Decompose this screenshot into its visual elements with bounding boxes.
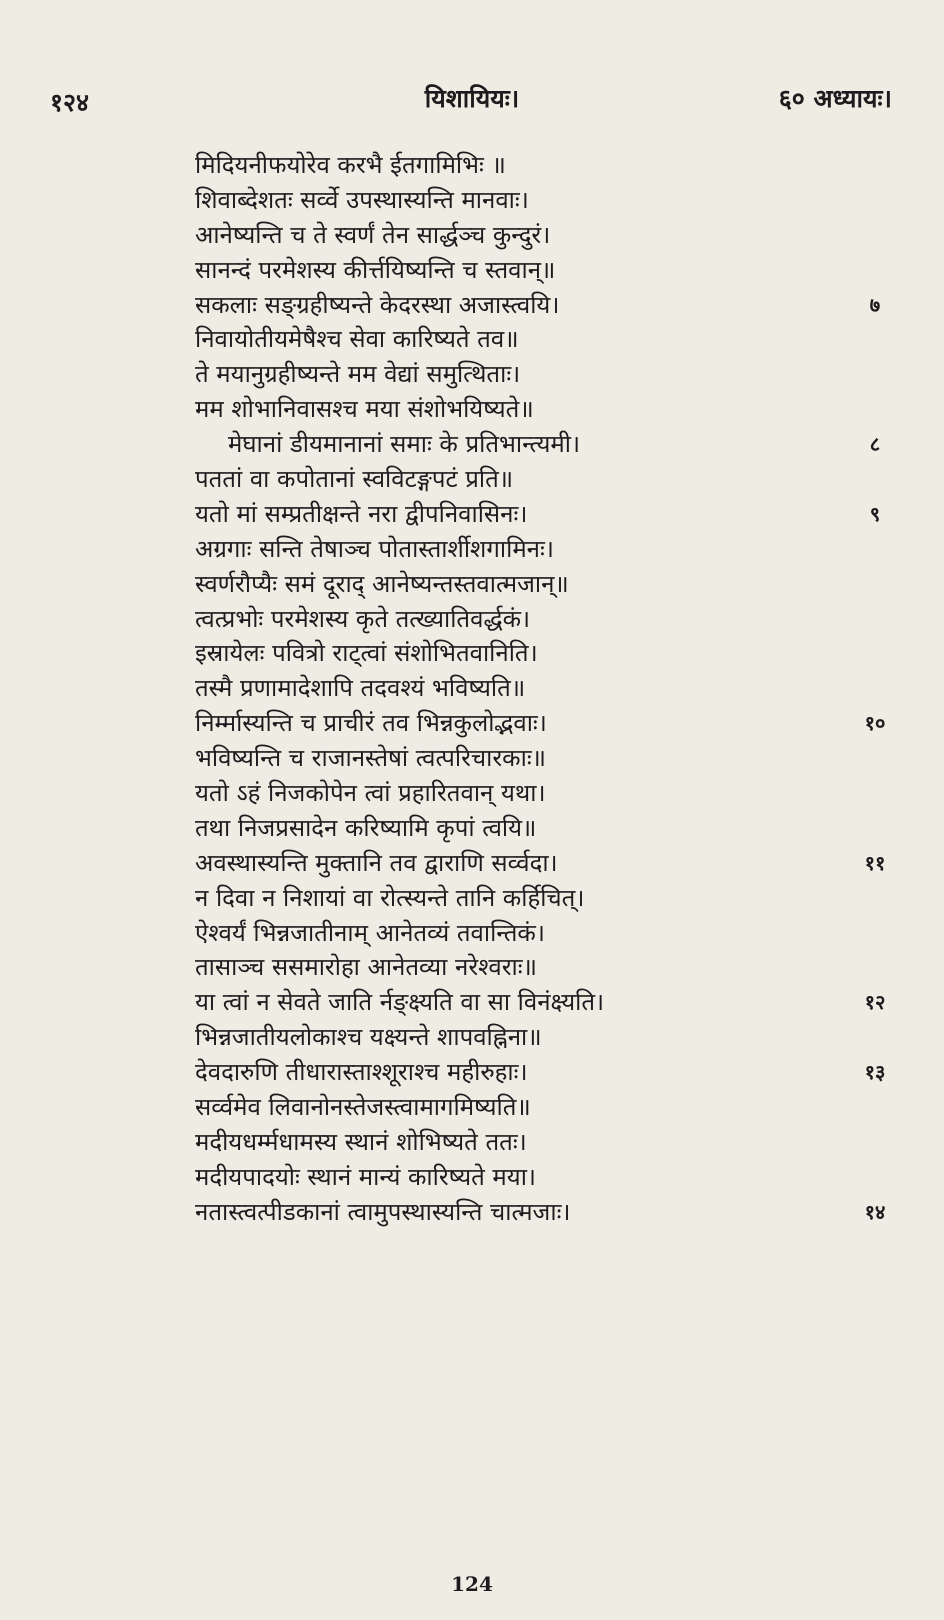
verse-line	[0, 671, 944, 706]
chapter-label: ६० अध्यायः।	[778, 84, 892, 113]
verse-number: ८	[869, 432, 881, 457]
verse-line	[0, 253, 944, 288]
verse-text: ऐश्वर्यं भिन्नजातीनाम् आनेतव्यं तवान्तिकं।	[195, 918, 545, 947]
verse-line	[0, 322, 944, 357]
verse-line	[0, 357, 944, 392]
page-header	[0, 84, 944, 124]
page-number-footer: 124	[451, 1572, 493, 1596]
verse-text: आनेष्यन्ति च ते स्वर्णं तेन सार्द्धञ्च कुन्दुरं।	[195, 220, 551, 249]
verse-line	[0, 218, 944, 253]
verse-line	[0, 741, 944, 776]
verse-line	[0, 881, 944, 916]
verse-line	[0, 846, 944, 881]
verse-text: शिवाब्देशतः सर्व्वे उपस्थास्यन्ति मानवाः।	[195, 185, 529, 214]
verse-text: ते मयानुग्रहीष्यन्ते मम वेद्यां समुत्थिताः।	[195, 360, 521, 389]
verse-body	[0, 148, 944, 1230]
verse-line	[0, 985, 944, 1020]
verse-line	[0, 636, 944, 671]
verse-line	[0, 706, 944, 741]
verse-line	[0, 1020, 944, 1055]
verse-line	[0, 497, 944, 532]
verse-text: मेघानां डीयमानानां समाः के प्रतिभान्त्यमी।	[228, 430, 581, 459]
verse-line	[0, 1125, 944, 1160]
verse-number: ९	[869, 501, 881, 526]
verse-text: न दिवा न निशायां वा रोत्स्यन्ते तानि कर्हिचित्।	[195, 883, 585, 912]
verse-text: मदीयपादयोः स्थानं मान्यं कारिष्यते मया।	[195, 1162, 537, 1191]
running-title: यिशायियः।	[424, 84, 520, 113]
verse-text: नतास्त्वत्पीडकानां त्वामुपस्थास्यन्ति चात्मजाः।	[195, 1197, 571, 1226]
verse-line	[0, 288, 944, 323]
verse-text: मदीयधर्म्मधामस्य स्थानं शोभिष्यते ततः।	[195, 1127, 527, 1156]
verse-number: १०	[864, 711, 886, 736]
verse-text: तासाञ्च ससमारोहा आनेतव्या नरेश्वराः॥	[195, 953, 537, 982]
verse-text: सानन्दं परमेशस्य कीर्त्तयिष्यन्ति च स्तवान्॥	[195, 255, 556, 284]
verse-number: ७	[869, 292, 881, 317]
verse-text: यतो ऽहं निजकोपेन त्वां प्रहारितवान् यथा।	[195, 779, 546, 808]
verse-text: तस्मै प्रणामादेशापि तदवश्यं भविष्यति॥	[195, 674, 526, 703]
verse-text: भविष्यन्ति च राजानस्तेषां त्वत्परिचारकाः॥	[195, 744, 547, 773]
verse-number: ११	[864, 850, 886, 875]
verse-line	[0, 1160, 944, 1195]
verse-line	[0, 392, 944, 427]
verse-line	[0, 427, 944, 462]
verse-text: पततां वा कपोतानां स्वविटङ्गपटं प्रति॥	[195, 465, 514, 494]
verse-line	[0, 567, 944, 602]
verse-line	[0, 1195, 944, 1230]
verse-text: इस्रायेलः पवित्रो राट्त्वां संशोभितवानिति।	[195, 639, 538, 668]
verse-text: यतो मां सम्प्रतीक्षन्ते नरा द्वीपनिवासिनः।	[195, 499, 528, 528]
verse-text: त्वत्प्रभोः परमेशस्य कृते तत्ख्यातिवर्द्धकं।	[195, 604, 531, 633]
verse-text: तथा निजप्रसादेन करिष्यामि कृपां त्वयि॥	[195, 813, 537, 842]
verse-line	[0, 776, 944, 811]
verse-line	[0, 532, 944, 567]
page-number-devanagari: १२४	[50, 88, 90, 117]
verse-text: देवदारुणि तीधारास्ताश्शूराश्च महीरुहाः।	[195, 1058, 528, 1087]
verse-number: १४	[864, 1199, 886, 1224]
verse-text: निर्म्मास्यन्ति च प्राचीरं तव भिन्नकुलोद्भवाः।	[195, 709, 547, 738]
verse-line	[0, 916, 944, 951]
verse-text: अवस्थास्यन्ति मुक्तानि तव द्वाराणि सर्व्वदा।	[195, 848, 558, 877]
verse-text: निवायोतीयमेषैश्च सेवा कारिष्यते तव॥	[195, 325, 519, 354]
verse-text: मिदियनीफयोरेव करभै ईतगामिभिः ॥	[195, 151, 506, 179]
verse-text: या त्वां न सेवते जाति र्नङ्क्ष्यति वा सा विनंक्ष्यति।	[195, 988, 605, 1017]
verse-line	[0, 1090, 944, 1125]
verse-number: १३	[864, 1060, 886, 1085]
verse-text: सकलाः सङ्ग्रहीष्यन्ते केदरस्था अजास्त्वयि।	[195, 290, 560, 319]
verse-text: स्वर्णरौप्यैः समं दूराद् आनेष्यन्तस्तवात्मजान्॥	[195, 569, 569, 598]
verse-text: सर्व्वमेव लिवानोनस्तेजस्त्वामागमिष्यति॥	[195, 1093, 531, 1122]
verse-line	[0, 148, 944, 183]
verse-line	[0, 462, 944, 497]
verse-line	[0, 183, 944, 218]
verse-number: १२	[864, 990, 886, 1015]
verse-line	[0, 1055, 944, 1090]
verse-text: अग्रगाः सन्ति तेषाञ्च पोतास्तार्शीशगामिनः।	[195, 534, 554, 563]
verse-text: भिन्नजातीयलोकाश्च यक्ष्यन्ते शापवह्निना॥	[195, 1023, 542, 1052]
verse-line	[0, 602, 944, 637]
verse-line	[0, 950, 944, 985]
verse-line	[0, 811, 944, 846]
verse-text: मम शोभानिवासश्च मया संशोभयिष्यते॥	[195, 395, 534, 424]
